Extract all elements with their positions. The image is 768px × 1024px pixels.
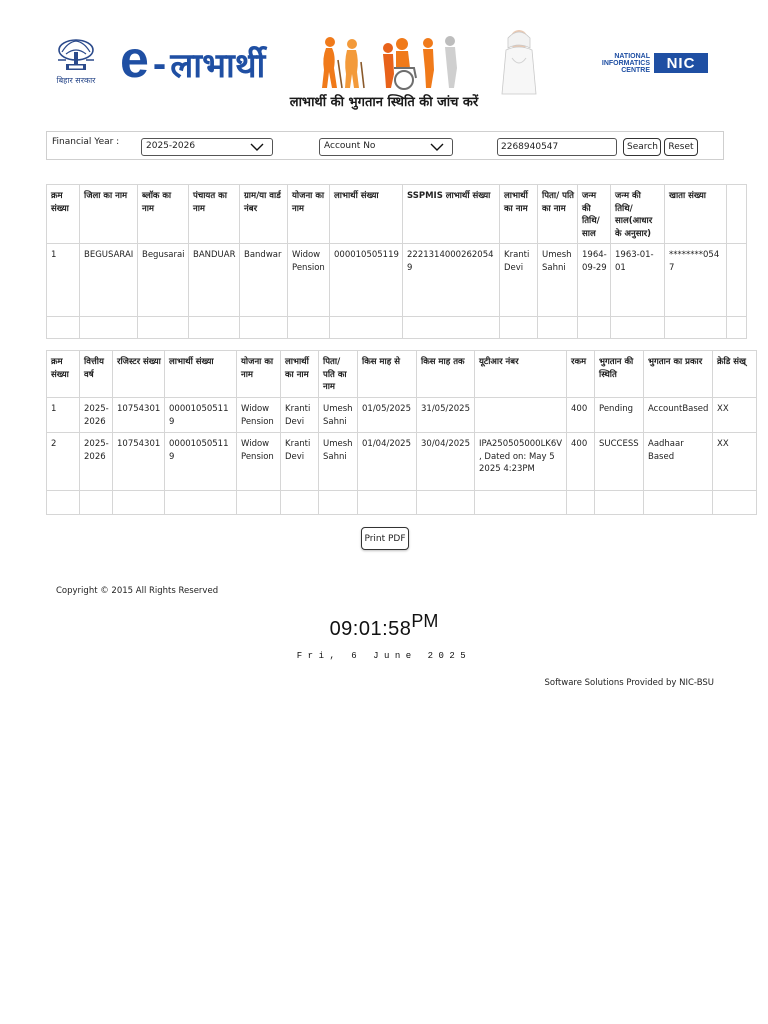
column-header: क्रेडि संख् bbox=[713, 351, 757, 398]
table-cell: XX bbox=[713, 398, 757, 433]
beneficiary-details-table bbox=[46, 184, 732, 339]
table-cell: 000010505119 bbox=[330, 244, 403, 317]
column-header: पिता/ पति का नाम bbox=[538, 185, 578, 244]
bodhi-tree-icon bbox=[54, 38, 98, 74]
table-cell: Kranti Devi bbox=[500, 244, 538, 317]
brand-e: e bbox=[120, 31, 149, 89]
table-cell bbox=[727, 244, 747, 317]
table-row bbox=[47, 433, 757, 491]
column-header: भुगतान की स्थिति bbox=[595, 351, 644, 398]
table-cell: 01/04/2025 bbox=[358, 433, 417, 491]
column-header: वित्तीय वर्ष bbox=[80, 351, 113, 398]
table-cell: XX bbox=[713, 433, 757, 491]
table-cell: 000010505119 bbox=[165, 398, 237, 433]
column-header: रजिस्टर संख्या bbox=[113, 351, 165, 398]
column-header: लाभार्थी का नाम bbox=[500, 185, 538, 244]
reset-button[interactable]: Reset bbox=[664, 138, 698, 156]
page-title: लाभार्थी की भुगतान स्थिति की जांच करें bbox=[289, 95, 479, 110]
clock-ampm: PM bbox=[411, 611, 439, 631]
copyright-text: Copyright © 2015 All Rights Reserved bbox=[56, 586, 219, 596]
table-cell: BANDUAR bbox=[189, 244, 240, 317]
beneficiaries-illustration-icon bbox=[316, 34, 472, 90]
site-header bbox=[0, 0, 768, 122]
table-cell: AccountBased bbox=[644, 398, 713, 433]
clock-date: Fri, 6 June 2025 bbox=[296, 651, 472, 661]
table-cell: Umesh Sahni bbox=[319, 398, 358, 433]
table-cell: 01/05/2025 bbox=[358, 398, 417, 433]
table-cell: Widow Pension bbox=[237, 433, 281, 491]
state-caption: बिहार सरकार bbox=[56, 76, 96, 85]
financial-year-label: Financial Year : bbox=[52, 137, 120, 147]
widow-figure-icon bbox=[494, 28, 544, 96]
search-type-value: Account No bbox=[324, 141, 376, 151]
table-cell: Kranti Devi bbox=[281, 398, 319, 433]
clock-time: 09:01:58 bbox=[329, 618, 412, 640]
bihar-government-emblem bbox=[50, 38, 102, 90]
table-cell: Pending bbox=[595, 398, 644, 433]
table-cell: 2025-2026 bbox=[80, 433, 113, 491]
column-header: यूटीआर नंबर bbox=[475, 351, 567, 398]
search-button[interactable]: Search bbox=[623, 138, 661, 156]
table-cell: Begusarai bbox=[138, 244, 189, 317]
print-pdf-button[interactable]: Print PDF bbox=[361, 527, 409, 550]
table-cell: 1963-01-01 bbox=[611, 244, 665, 317]
table-cell: 10754301 bbox=[113, 398, 165, 433]
table-cell: 400 bbox=[567, 398, 595, 433]
table-cell: Widow Pension bbox=[288, 244, 330, 317]
table-cell: Widow Pension bbox=[237, 398, 281, 433]
payment-status-table bbox=[46, 350, 746, 516]
column-header: जन्म की तिथि/ साल(आधार के अनुसार) bbox=[611, 185, 665, 244]
column-header: लाभार्थी का नाम bbox=[281, 351, 319, 398]
column-header: खाता संख्या bbox=[665, 185, 727, 244]
column-header: योजना का नाम bbox=[237, 351, 281, 398]
chevron-down-icon bbox=[250, 141, 264, 153]
nic-wordmark: NATIONAL INFORMATICS CENTRE bbox=[601, 52, 650, 74]
column-header: जन्म की तिथि/ साल bbox=[578, 185, 611, 244]
column-header: किस माह से bbox=[358, 351, 417, 398]
financial-year-select[interactable] bbox=[141, 138, 273, 156]
column-header: SSPMIS लाभार्थी संख्या bbox=[403, 185, 500, 244]
nic-logo bbox=[588, 52, 712, 74]
table-cell: 10754301 bbox=[113, 433, 165, 491]
brand-word: लाभार्थी bbox=[170, 46, 266, 86]
table-cell: 400 bbox=[567, 433, 595, 491]
table-cell: Umesh Sahni bbox=[538, 244, 578, 317]
table-cell: Kranti Devi bbox=[281, 433, 319, 491]
column-header: किस माह तक bbox=[417, 351, 475, 398]
account-number-input[interactable] bbox=[497, 138, 617, 156]
column-header-overflow bbox=[727, 185, 747, 244]
table-cell: Aadhaar Based bbox=[644, 433, 713, 491]
table-cell: 22213140002620549 bbox=[403, 244, 500, 317]
table-cell: 2025-2026 bbox=[80, 398, 113, 433]
search-filter-bar bbox=[46, 131, 724, 160]
column-header: पिता/ पति का नाम bbox=[319, 351, 358, 398]
table-cell: 1964-09-29 bbox=[578, 244, 611, 317]
chevron-down-icon bbox=[430, 141, 444, 153]
column-header: योजना का नाम bbox=[288, 185, 330, 244]
table-cell: 30/04/2025 bbox=[417, 433, 475, 491]
table-cell: 1 bbox=[47, 398, 80, 433]
table-row-empty bbox=[47, 491, 757, 515]
column-header: पंचायत का नाम bbox=[189, 185, 240, 244]
table-cell: 1 bbox=[47, 244, 80, 317]
table-row bbox=[47, 244, 747, 317]
provider-credit: Software Solutions Provided by NIC-BSU bbox=[544, 678, 714, 688]
financial-year-value: 2025-2026 bbox=[146, 141, 196, 151]
column-header: ब्लॉक का नाम bbox=[138, 185, 189, 244]
table-cell: Bandwar bbox=[240, 244, 288, 317]
table-cell bbox=[475, 398, 567, 433]
table-cell: BEGUSARAI bbox=[80, 244, 138, 317]
column-header: ग्राम/या वार्ड नंबर bbox=[240, 185, 288, 244]
table-cell: IPA250505000LK6V, Dated on: May 5 2025 4:23PM bbox=[475, 433, 567, 491]
table-header-row bbox=[47, 185, 747, 244]
column-header: लाभार्थी संख्या bbox=[165, 351, 237, 398]
column-header: लाभार्थी संख्या bbox=[330, 185, 403, 244]
table-row bbox=[47, 398, 757, 433]
table-cell: 31/05/2025 bbox=[417, 398, 475, 433]
column-header: जिला का नाम bbox=[80, 185, 138, 244]
column-header: रकम bbox=[567, 351, 595, 398]
brand-dash: - bbox=[152, 42, 167, 86]
table-row-empty bbox=[47, 317, 747, 339]
nic-box: NIC bbox=[654, 53, 708, 73]
table-cell: 000010505119 bbox=[165, 433, 237, 491]
table-cell: 2 bbox=[47, 433, 80, 491]
table-cell: ********0547 bbox=[665, 244, 727, 317]
search-type-select[interactable] bbox=[319, 138, 453, 156]
table-header-row bbox=[47, 351, 757, 398]
table-cell: Umesh Sahni bbox=[319, 433, 358, 491]
table-cell: SUCCESS bbox=[595, 433, 644, 491]
digital-clock bbox=[0, 611, 768, 641]
e-labharthi-logo bbox=[120, 31, 266, 90]
column-header: क्रम संख्या bbox=[47, 185, 80, 244]
column-header: क्रम संख्या bbox=[47, 351, 80, 398]
column-header: भुगतान का प्रकार bbox=[644, 351, 713, 398]
